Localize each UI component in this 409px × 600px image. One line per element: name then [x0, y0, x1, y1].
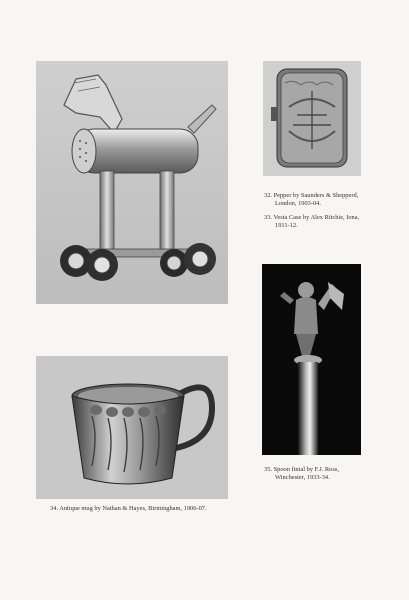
caption-32-line2: London, 1903-04.	[275, 200, 321, 207]
caption-35-line2: Winchester, 1933-34.	[275, 474, 330, 481]
caption-35-line1: 35. Spoon finial by F.J. Ross,	[264, 466, 339, 473]
caption-32	[264, 192, 358, 208]
vesta-case-image	[263, 61, 361, 176]
caption-34-line1: 34. Antique mug by Nathan & Hayes, Birmingham, 1906-07.	[50, 505, 207, 512]
photo-vesta-case	[263, 61, 361, 176]
spoon-finial-image	[262, 264, 361, 455]
caption-33	[264, 214, 359, 230]
horse-pepper-image	[36, 61, 228, 304]
caption-33-line1: 33. Vesta Case by Alex Ritchie, Iona,	[264, 214, 360, 221]
photo-antique-mug	[36, 356, 228, 499]
caption-35	[264, 466, 339, 482]
caption-33-line2: 1911-12.	[275, 222, 298, 229]
caption-34	[50, 505, 207, 513]
photo-spoon-finial	[262, 264, 361, 455]
photo-horse-pepper	[36, 61, 228, 304]
caption-32-line1: 32. Pepper by Saunders & Shepperd,	[264, 192, 359, 199]
antique-mug-image	[36, 356, 228, 499]
